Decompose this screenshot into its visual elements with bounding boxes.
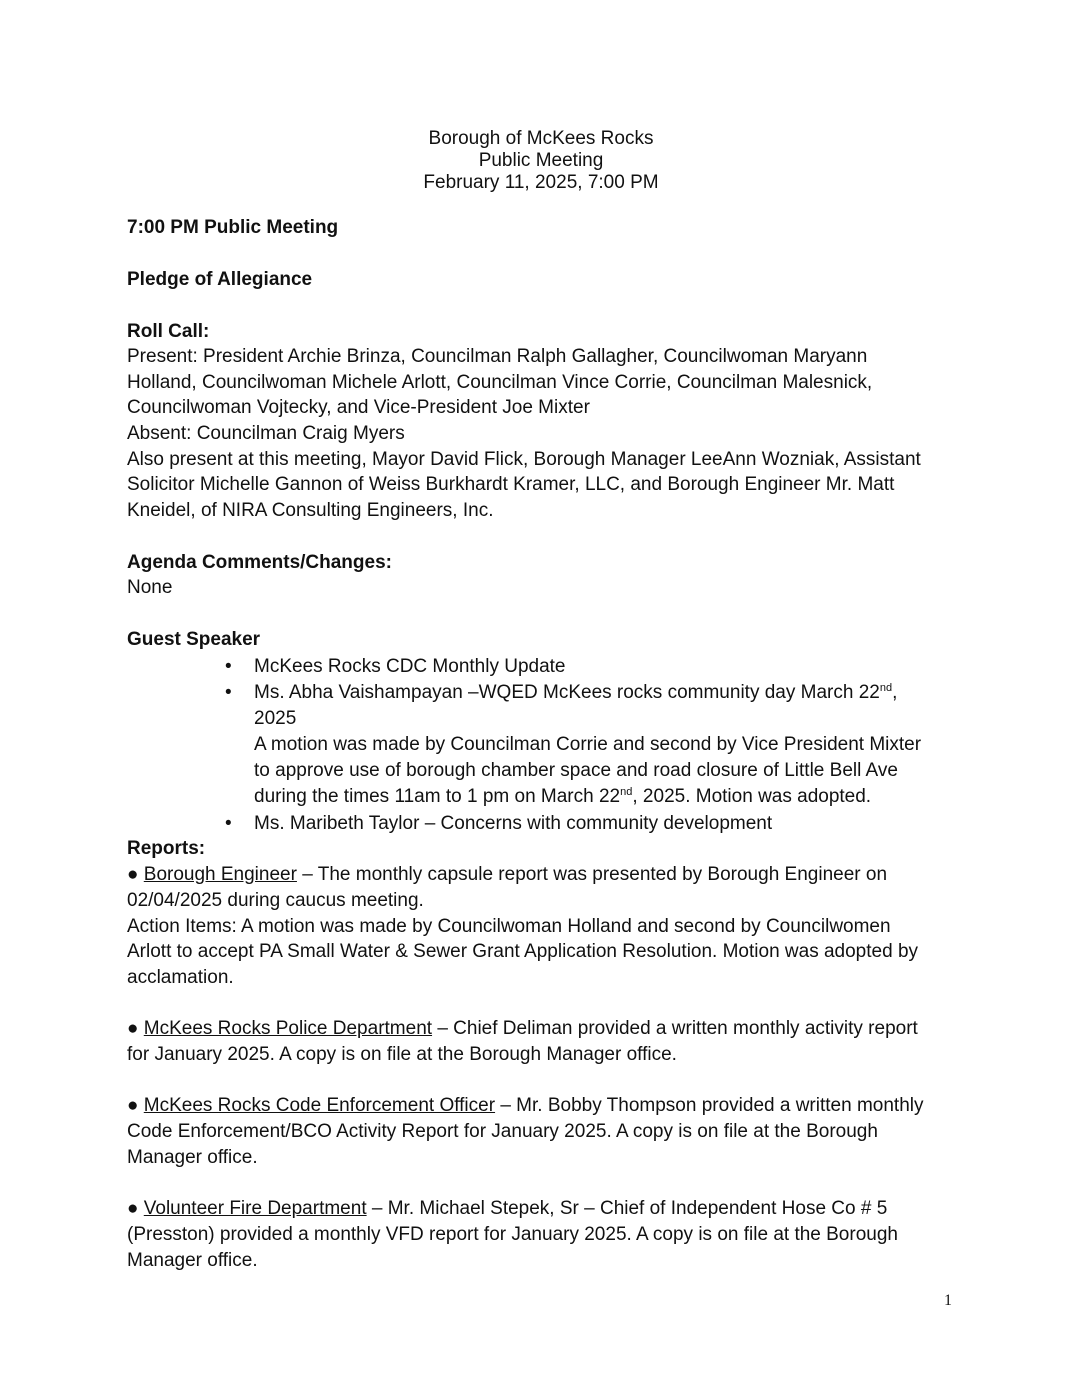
report-fire-line: (Presston) provided a monthly VFD report for January 2025. A copy is on file at the Borough: [127, 1224, 898, 1245]
header-org: Borough of McKees Rocks: [428, 128, 654, 149]
report-code-line: Manager office.: [127, 1147, 258, 1168]
heading-agenda: Agenda Comments/Changes:: [127, 552, 392, 573]
bullet-icon: ●: [127, 1095, 139, 1116]
report-engineer-line: Action Items: A motion was made by Councilwoman Holland and second by Councilwomen: [127, 916, 891, 937]
heading-public-meeting: 7:00 PM Public Meeting: [127, 217, 339, 238]
page-number: 1: [944, 1292, 952, 1309]
report-police: ● McKees Rocks Police Department – Chief Deliman provided a written monthly activity report: [127, 1018, 918, 1039]
roll-call-line: Absent: Councilman Craig Myers: [127, 423, 405, 444]
bullet-icon: ●: [127, 1018, 139, 1039]
report-engineer-title: Borough Engineer: [143, 864, 297, 885]
roll-call-line: Kneidel, of NIRA Consulting Engineers, Inc.: [127, 500, 494, 521]
report-police-line: for January 2025. A copy is on file at the Borough Manager office.: [127, 1044, 677, 1065]
bullet-icon: •: [225, 656, 232, 677]
guest-item-motion-line: to approve use of borough chamber space and road closure of Little Bell Ave: [254, 760, 898, 781]
guest-item-wqed: Ms. Abha Vaishampayan –WQED McKees rocks community day March 22nd,: [254, 682, 898, 703]
header-date-time: February 11, 2025, 7:00 PM: [423, 172, 659, 193]
guest-item-wqed-year: 2025: [254, 708, 297, 729]
report-code-title: McKees Rocks Code Enforcement Officer: [143, 1095, 496, 1116]
report-engineer-line: Arlott to accept PA Small Water & Sewer Grant Application Resolution. Motion was adopted by: [127, 941, 919, 962]
heading-pledge: Pledge of Allegiance: [127, 269, 313, 290]
report-engineer: ● Borough Engineer – The monthly capsule report was presented by Borough Engineer on: [127, 864, 888, 885]
guest-item-taylor: Ms. Maribeth Taylor – Concerns with community development: [254, 813, 773, 834]
heading-roll-call: Roll Call:: [127, 321, 210, 342]
bullet-icon: ●: [127, 864, 139, 885]
roll-call-line: Also present at this meeting, Mayor David Flick, Borough Manager LeeAnn Wozniak, Assistant: [127, 449, 921, 470]
roll-call-line: Solicitor Michelle Gannon of Weiss Burkhardt Kramer, LLC, and Borough Engineer Mr. Matt: [127, 474, 895, 495]
report-fire-title: Volunteer Fire Department: [143, 1198, 367, 1219]
guest-item-motion-line: during the times 11am to 1 pm on March 22nd, 2025. Motion was adopted.: [254, 786, 872, 807]
agenda-text: None: [127, 577, 173, 598]
report-fire-line: Manager office.: [127, 1250, 258, 1271]
report-code: ● McKees Rocks Code Enforcement Officer – Mr. Bobby Thompson provided a written monthly: [127, 1095, 924, 1116]
report-engineer-line: 02/04/2025 during caucus meeting.: [127, 890, 424, 911]
report-engineer-line: acclamation.: [127, 967, 234, 988]
report-code-line: Code Enforcement/BCO Activity Report for January 2025. A copy is on file at the Borough: [127, 1121, 878, 1142]
header-meeting-type: Public Meeting: [478, 150, 604, 171]
report-police-title: McKees Rocks Police Department: [143, 1018, 433, 1039]
heading-guest-speaker: Guest Speaker: [127, 629, 261, 650]
roll-call-line: Councilwoman Vojtecky, and Vice-President Joe Mixter: [127, 397, 590, 418]
heading-reports: Reports:: [127, 838, 206, 859]
guest-item-cdc: McKees Rocks CDC Monthly Update: [254, 656, 566, 677]
roll-call-line: Holland, Councilwoman Michele Arlott, Councilman Vince Corrie, Councilman Malesnick,: [127, 372, 873, 393]
bullet-icon: •: [225, 682, 232, 703]
report-fire: ● Volunteer Fire Department – Mr. Michael Stepek, Sr – Chief of Independent Hose Co # 5: [127, 1198, 888, 1219]
bullet-icon: ●: [127, 1198, 139, 1219]
bullet-icon: •: [225, 813, 232, 834]
roll-call-line: Present: President Archie Brinza, Councilman Ralph Gallagher, Councilwoman Maryann: [127, 346, 868, 367]
guest-item-motion-line: A motion was made by Councilman Corrie and second by Vice President Mixter: [254, 734, 922, 755]
